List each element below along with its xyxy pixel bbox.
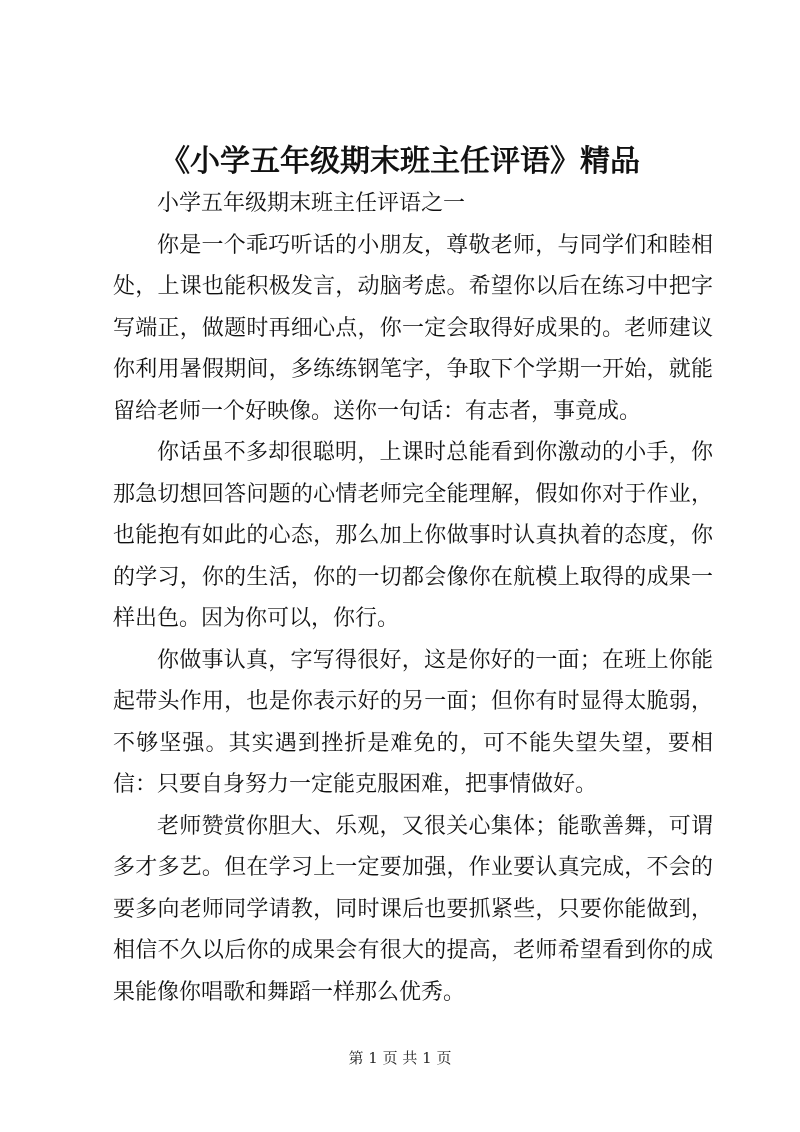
section-subtitle: 小学五年级期末班主任评语之一 (157, 191, 466, 216)
page-number-footer: 第 1 页 共 1 页 (348, 1049, 452, 1067)
paragraph: 你话虽不多却很聪明，上课时总能看到你激动的小手，你那急切想回答问题的心情老师完全能理解，假如你对于作业，也能抱有如此的心态，那么加上你做事时认真执着的态度，你的学习，你的生活，你的一切都会像你在航模上取得的成果一样出色。因为你可以，你行。 (113, 440, 713, 631)
document-title: 《小学五年级期末班主任评语》精品 (160, 144, 640, 179)
paragraph: 老师赞赏你胆大、乐观，又很关心集体；能歌善舞，可谓多才多艺。但在学习上一定要加强，作业要认真完成，不会的要多向老师同学请教，同时课后也要抓紧些，只要你能做到，相信不久以后你的成果会有很大的提高，老师希望看到你的成果能像你唱歌和舞蹈一样那么优秀。 (113, 813, 713, 1005)
paragraph: 你是一个乖巧听话的小朋友，尊敬老师，与同学们和睦相处，上课也能积极发言，动脑考虑。希望你以后在练习中把字写端正，做题时再细心点，你一定会取得好成果的。老师建议你利用暑假期间，多练练钢笔字，争取下个学期一开始，就能留给老师一个好映像。送你一句话：有志者，事竟成。 (113, 232, 713, 424)
document-body (113, 183, 713, 1013)
paragraph: 你做事认真，字写得很好，这是你好的一面；在班上你能起带头作用，也是你表示好的另一面；但你有时显得太脆弱，不够坚强。其实遇到挫折是难免的，可不能失望失望，要相信：只要自身努力一定能克服困难，把事情做好。 (113, 647, 713, 797)
